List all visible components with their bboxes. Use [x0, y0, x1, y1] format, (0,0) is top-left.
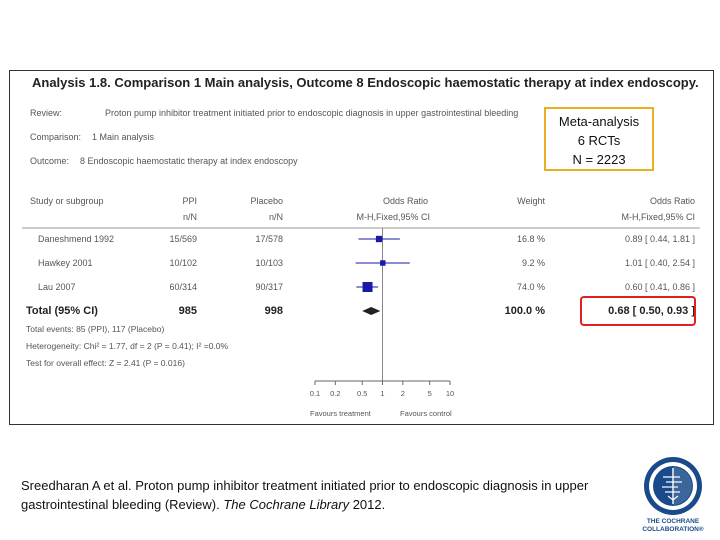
total-placebo: 998: [264, 305, 283, 317]
cochrane-logo-text: [630, 518, 716, 534]
x-tick-label: 5: [427, 389, 432, 398]
study-placebo: 17/578: [255, 234, 283, 244]
col-or: Odds Ratio: [382, 196, 428, 206]
study-point: [363, 282, 373, 292]
study-ci: 1.01 [ 0.40, 2.54 ]: [624, 258, 695, 268]
x-tick-label: 0.2: [330, 389, 341, 398]
callout-line-2: 6 RCTs: [577, 133, 621, 148]
col-ppi-sub: n/N: [182, 212, 197, 222]
study-ci: 0.60 [ 0.41, 0.86 ]: [624, 282, 695, 292]
x-tick-label: 0.1: [309, 389, 321, 398]
total-ci: 0.68 [ 0.50, 0.93 ]: [608, 305, 695, 317]
x-tick-label: 1: [380, 389, 385, 398]
favours-treatment: Favours treatment: [310, 409, 371, 418]
citation-journal: The Cochrane Library: [223, 497, 350, 512]
logo-line-1: THE COCHRANE: [646, 518, 700, 525]
study-placebo: 10/103: [255, 258, 283, 268]
study-ppi: 10/102: [169, 258, 197, 268]
callout-line-3: N = 2223: [572, 152, 626, 167]
comparison-label: Comparison:: [30, 132, 82, 142]
analysis-title: Analysis 1.8. Comparison 1 Main analysis, Outcome 8 Endoscopic haemostatic therapy at index endoscopy.: [32, 75, 699, 90]
total-label: Total (95% CI): [26, 305, 98, 317]
col-or2: Odds Ratio: [649, 196, 695, 206]
study-name: Hawkey 2001: [38, 258, 93, 268]
x-tick-label: 0.5: [356, 389, 368, 398]
study-ppi: 15/569: [169, 234, 197, 244]
meta-analysis-callout: [544, 107, 654, 171]
review-label: Review:: [30, 108, 63, 118]
review-text: Proton pump inhibitor treatment initiated prior to endoscopic diagnosis in upper gastrointestinal bleeding: [105, 108, 519, 118]
study-weight: 74.0 %: [516, 282, 545, 292]
outcome-text: 8 Endoscopic haemostatic therapy at index endoscopy: [80, 156, 298, 166]
total-weight: 100.0 %: [504, 305, 545, 317]
callout-line-1: Meta-analysis: [558, 114, 640, 129]
heterogeneity: Heterogeneity: Chi² = 1.77, df = 2 (P = 0.41); I² =0.0%: [26, 341, 229, 351]
total-events: Total events: 85 (PPI), 117 (Placebo): [26, 324, 165, 334]
col-or-sub: M-H,Fixed,95% CI: [356, 212, 430, 222]
logo-line-2: COLLABORATION®: [642, 526, 704, 533]
study-weight: 16.8 %: [516, 234, 545, 244]
citation: [21, 476, 631, 514]
favours-control: Favours control: [400, 409, 452, 418]
study-name: Daneshmend 1992: [38, 234, 115, 244]
col-placebo: Placebo: [250, 196, 283, 206]
col-or2-sub: M-H,Fixed,95% CI: [621, 212, 695, 222]
comparison-text: 1 Main analysis: [92, 132, 155, 142]
study-ppi: 60/314: [169, 282, 197, 292]
total-ci-highlight: [580, 296, 696, 326]
col-placebo-sub: n/N: [268, 212, 283, 222]
citation-year: 2012.: [352, 497, 386, 512]
study-name: Lau 2007: [38, 282, 76, 292]
outcome-label: Outcome:: [30, 156, 70, 166]
col-weight: Weight: [517, 196, 545, 206]
study-weight: 9.2 %: [521, 258, 545, 268]
study-placebo: 90/317: [255, 282, 283, 292]
study-ci: 0.89 [ 0.44, 1.81 ]: [624, 234, 695, 244]
overall-effect: Test for overall effect: Z = 2.41 (P = 0.016): [26, 358, 185, 368]
x-tick-label: 10: [445, 389, 455, 398]
study-point: [380, 260, 385, 265]
citation-text: Sreedharan A et al. Proton pump inhibitor treatment initiated prior to endoscopic diagnosis in upper gastrointestinal bleeding (Review).: [21, 478, 589, 512]
total-ppi: 985: [178, 305, 197, 317]
col-ppi: PPI: [182, 196, 197, 206]
col-study: Study or subgroup: [30, 196, 104, 206]
x-tick-label: 2: [400, 389, 405, 398]
pooled-diamond: [362, 307, 380, 315]
study-point: [376, 236, 382, 242]
